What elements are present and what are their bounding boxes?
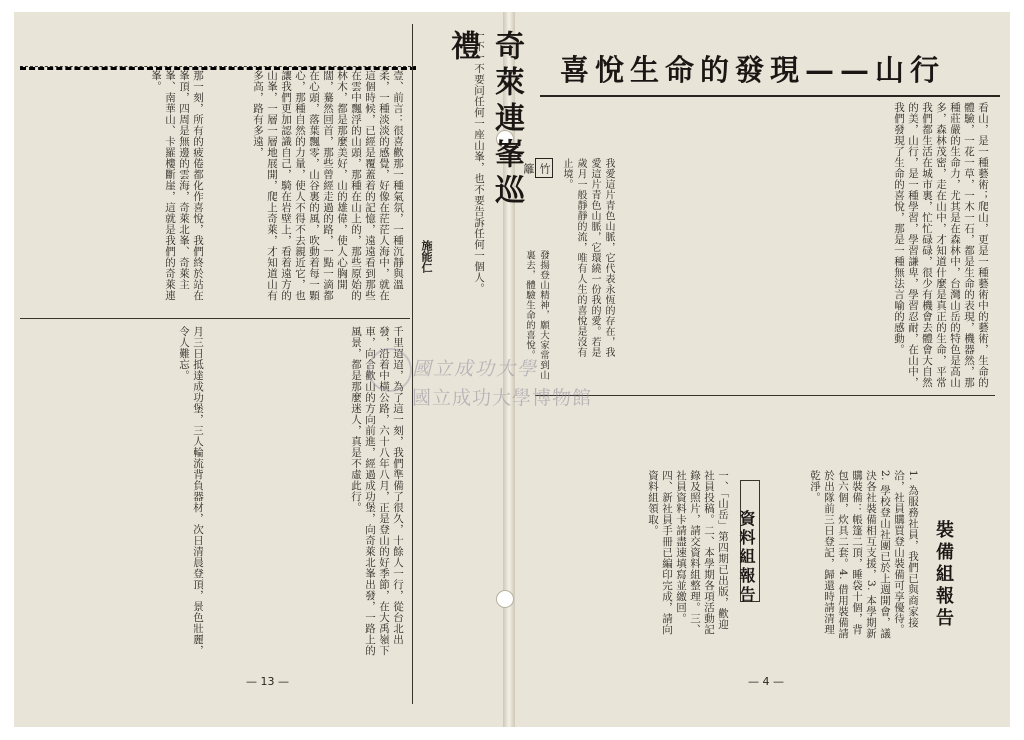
article-body-lower-left: 月三日抵達成功堡，三人輪流背負器材，次日清晨登頂，景色壯麗，令人難忘。: [178, 326, 204, 656]
article-body-lower: 千里迢迢，為了這一刻，我們準備了很久，十餘人一行，從台北出發，沿着中橫公路，六十八年八月，正是登山的好季節，在大禹嶺下車，向合歡山的方向前進，經過成功堡，向奇萊北峯出發，一路上的風景，都是那麼迷人，真是不虛此行。: [350, 326, 404, 656]
museum-watermark: [412, 354, 592, 410]
poem-text: 我愛這片青色山脈，它代表永恆的存在，我愛這片青色山脈，它環繞一份我的愛。若是歲月一般靜靜的流，唯有人生的喜悅是沒有止境。: [561, 158, 614, 358]
article-author: 施能仁: [420, 240, 433, 273]
data-report-body: 一、「山岳」第四期已出版，歡迎社員投稿。二、本學期各項活動記錄及照片，請交資料組整理。三、社員資料卡請盡速填寫並繳回。四、新社員手冊已編印完成，請向資料組領取。: [647, 470, 729, 635]
museum-seal-icon: [368, 348, 412, 392]
binder-hole: [496, 590, 514, 608]
article-body-upper: 壹、前言：很喜歡那一種氣氛，一種沉靜與溫柔，一種淡淡的感覺，好像在茫茫人海中，就在這個時候，已經是覆蓋着的記憶，遠遠看到那些在雲中飄浮的山頭，那種在山上的，那些原始的林木，都是那麼美好，山的雄偉，使人心胸開闊，驀然回首，那些曾經走過的路，一點一滴都在心頭，落葉飄零，山谷裏的風，吹動着每一顆心，那種自然的力量，使人不得不去親近它，也讓我們更加認識自己，騎在岩壁上，看着遠方的山峯，一層一層地展開，爬上奇萊，才知道山有多高，路有多遠，: [252, 70, 404, 301]
headline-rule: [540, 95, 1000, 97]
page-headline: 喜悅生命的發現——山行: [560, 53, 946, 87]
watermark-line2: 國立成功大學博物館: [412, 387, 593, 409]
article-body-upper-left: 那一刻，所有的疲倦都化作喜悅，我們終於站在峯頂，四周是無邊的雲海，奇萊北峯、奇萊主峯、南華山、卡羅樓斷崖，這就是我們的奇萊連峯。: [150, 70, 204, 301]
watermark-line1: 國立成功大學: [412, 358, 539, 380]
poem-label: 竹籬: [535, 158, 553, 178]
page-number-left: — 13 —: [246, 675, 289, 688]
article-body: 看山，是一種藝術；爬山，更是一種藝術中的藝術，生命的體驗，一花一草，一木一石，都是生命的表現，機器然，那種莊嚴的生命力，尤其是在森林中，台灣山岳的特色是高山多，森林茂密，走在山中，才知道什麼是真正的生命，平常我們都生活在城市裏，忙忙碌碌，很少有機會去體會大自然的美，山行，是一種學習，學習謙卑，學習忍耐，在山中，我們發現了生命的喜悅，那是一種無法言喻的感動。: [893, 102, 989, 388]
data-report-title: 資料組報告: [737, 510, 756, 605]
divider: [535, 395, 995, 396]
equipment-report-title: 裝備組報告: [933, 520, 954, 630]
notice-column: 發揚登山精神，願大家常到山裏去，體驗生命的喜悅。: [524, 250, 549, 380]
article-intro: 一不一不要问任何一座山峯，也不要告訴任何一個人。: [473, 30, 485, 294]
divider: [20, 318, 410, 319]
page-number-right: — 4 —: [748, 675, 784, 688]
article-title: 奇萊連峯巡禮: [445, 30, 524, 210]
equipment-report-body: 1. 為服務社員，我們已與商家接洽，社員購買登山裝備可享優待。2. 學校登山社團已於上週開會，議決各社裝備相互支援，3. 本學期新購裝備：帳篷二頂，睡袋十個，背包六個，炊具二套。4. 借用裝備請於出隊前三日登記，歸還時請清理乾淨。: [809, 470, 919, 639]
